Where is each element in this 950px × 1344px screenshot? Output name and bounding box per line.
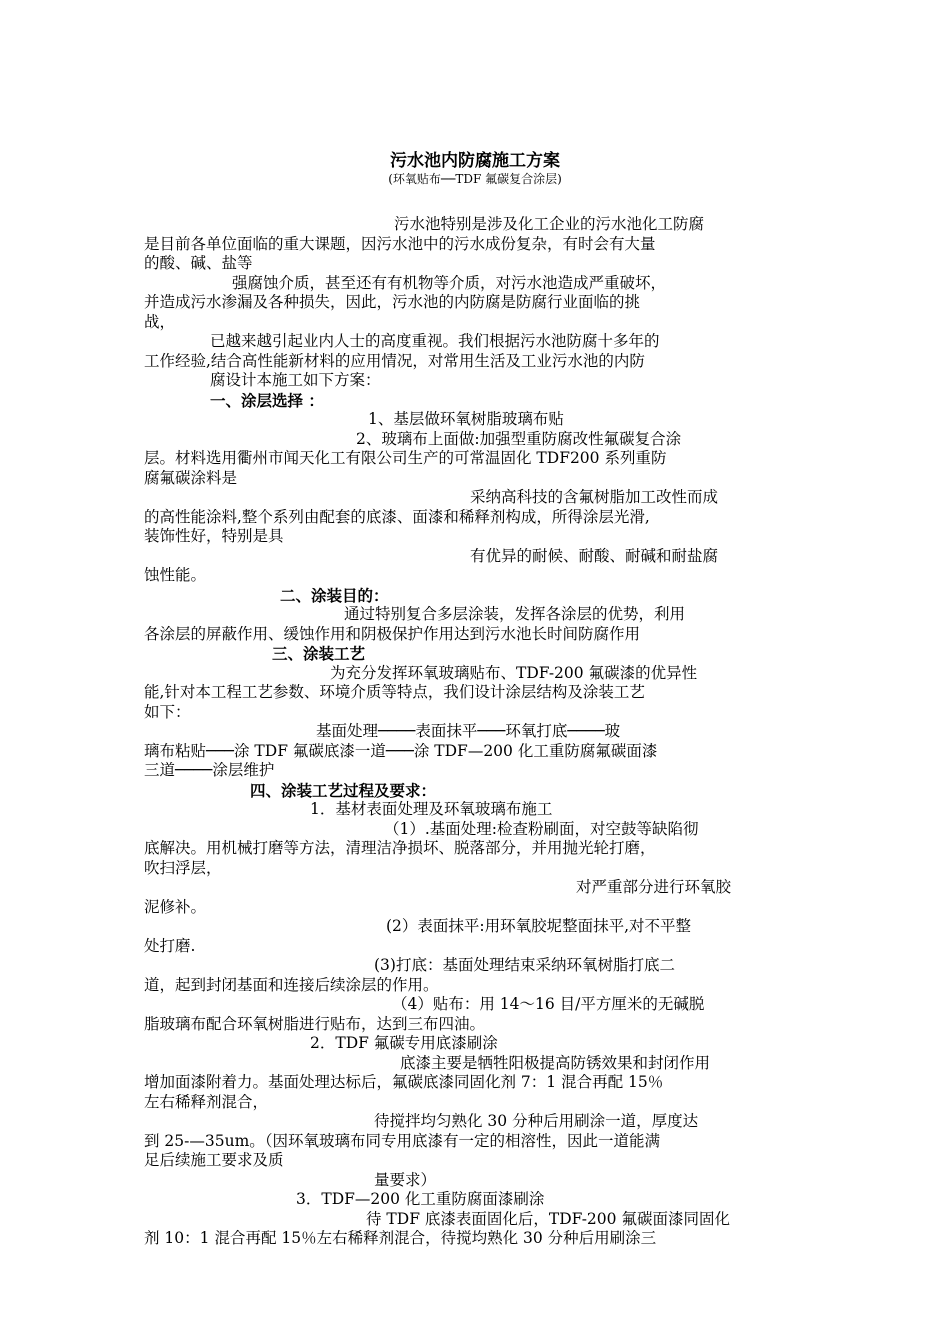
text-line: 量要求）	[374, 1170, 437, 1189]
text-line: 3．TDF—200 化工重防腐面漆刷涂	[296, 1190, 545, 1208]
text-line: (3)打底：基面处理结束采纳环氧树脂打底二	[374, 956, 675, 974]
text-line: 腐设计本施工如下方案：	[210, 371, 381, 389]
text-line: （4）贴布：用 14～16 目/平方厘米的无碱脱	[392, 995, 705, 1013]
text-line: 的酸、碱、盐等	[144, 254, 253, 272]
text-line: 道，起到封闭基面和连接后续涂层的作用。	[144, 975, 439, 994]
text-line: 脂玻璃布配合环氧树脂进行贴布，达到三布四油。	[144, 1014, 486, 1033]
text-line: 待搅拌均匀熟化 30 分种后用刷涂一道，厚度达	[374, 1112, 699, 1130]
text-line: 左右稀释剂混合，	[144, 1092, 269, 1111]
text-line: (2）表面抹平:用环氧胶坭整面抹平,对不平整	[386, 917, 692, 935]
text-line: 对严重部分进行环氧胶	[576, 878, 732, 896]
section-heading: 三、涂装工艺	[272, 644, 366, 663]
text-line: 底解决。用机械打磨等方法，清理洁净损坏、脱落部分，并用抛光轮打磨，	[144, 839, 656, 857]
section-heading: 一、涂层选择 ：	[210, 390, 324, 410]
text-line: 三道────涂层维护	[144, 761, 275, 779]
text-line: 待 TDF 底漆表面固化后，TDF-200 氟碳面漆同固化	[366, 1209, 730, 1228]
text-line: 采纳高科技的含氟树脂加工改性而成	[470, 488, 719, 506]
text-line: 蚀性能。	[144, 566, 207, 584]
text-line: 增加面漆附着力。基面处理达标后，氟碳底漆同固化剂 7：1 混合再配 15％	[144, 1073, 664, 1091]
document-title: 污水池内防腐施工方案	[390, 151, 560, 171]
text-line: 的高性能涂料,整个系列由配套的底漆、面漆和稀释剂构成，所得涂层光滑,	[144, 507, 650, 526]
section-heading: 二、涂装目的：	[280, 585, 389, 605]
text-line: 通过特别复合多层涂装，发挥各涂层的优势，利用	[344, 605, 686, 623]
text-line: 已越来越引起业内人士的高度重视。我们根据污水池防腐十多年的	[210, 332, 660, 350]
text-line: 2、玻璃布上面做:加强型重防腐改性氟碳复合涂	[356, 429, 682, 448]
text-line: 各涂层的屏蔽作用、缓蚀作用和阴极保护作用达到污水池长时间防腐作用	[144, 624, 641, 643]
text-line: （1）.基面处理:检查粉刷面，对空鼓等缺陷彻	[384, 819, 699, 838]
text-line: 1．基材表面处理及环氧玻璃布施工	[310, 800, 553, 818]
text-line: 泥修补。	[144, 897, 207, 916]
section-heading: 四、涂装工艺过程及要求：	[250, 780, 437, 800]
text-line: 到 25-—35um。（因环氧玻璃布同专用底漆有一定的相溶性，因此一道能满	[144, 1131, 661, 1150]
text-line: 是目前各单位面临的重大课题，因污水池中的污水成份复杂，有时会有大量	[144, 234, 656, 253]
text-line: 吹扫浮层，	[144, 858, 222, 877]
text-line: 层。材料选用衢州市闻天化工有限公司生产的可常温固化 TDF200 系列重防	[144, 449, 667, 467]
document-subtitle: (环氧贴布──TDF 氟碳复合涂层)	[388, 172, 562, 186]
text-line: 有优异的耐候、耐酸、耐碱和耐盐腐	[470, 546, 719, 565]
text-line: 为充分发挥环氧玻璃贴布、TDF-200 氟碳漆的优异性	[330, 663, 698, 682]
text-line: 强腐蚀介质，甚至还有有机物等介质，对污水池造成严重破坏，	[232, 273, 667, 292]
text-line: 1、基层做环氧树脂玻璃布贴	[368, 410, 564, 428]
text-line: 战，	[144, 312, 176, 331]
text-line: 2．TDF 氟碳专用底漆刷涂	[310, 1034, 498, 1052]
text-line: 并造成污水渗漏及各种损失，因此，污水池的内防腐是防腐行业面临的挑	[144, 293, 641, 311]
text-line: 处打磨.	[144, 936, 196, 955]
text-line: 污水池特别是涉及化工企业的污水池化工防腐	[394, 215, 705, 233]
text-line: 工作经验,结合高性能新材料的应用情况，对常用生活及工业污水池的内防	[144, 351, 645, 370]
text-line: 璃布粘贴───涂 TDF 氟碳底漆一道───涂 TDF—200 化工重防腐氟碳面漆	[144, 741, 658, 760]
text-line: 腐氟碳涂料是	[144, 468, 238, 487]
document-body	[144, 215, 784, 1249]
text-line: 足后续施工要求及质	[144, 1151, 284, 1169]
text-line: 如下：	[144, 702, 191, 721]
text-line: 基面处理────表面抹平───环氧打底────玻	[316, 722, 621, 740]
text-line: 剂 10：1 混合再配 15％左右稀释剂混合，待搅均熟化 30 分种后用刷涂三	[144, 1229, 657, 1247]
text-line: 能,针对本工程工艺参数、环境介质等特点，我们设计涂层结构及涂装工艺	[144, 683, 645, 701]
text-line: 装饰性好，特别是具	[144, 527, 284, 545]
text-line: 底漆主要是牺牲阳极提高防锈效果和封闭作用	[400, 1053, 711, 1072]
